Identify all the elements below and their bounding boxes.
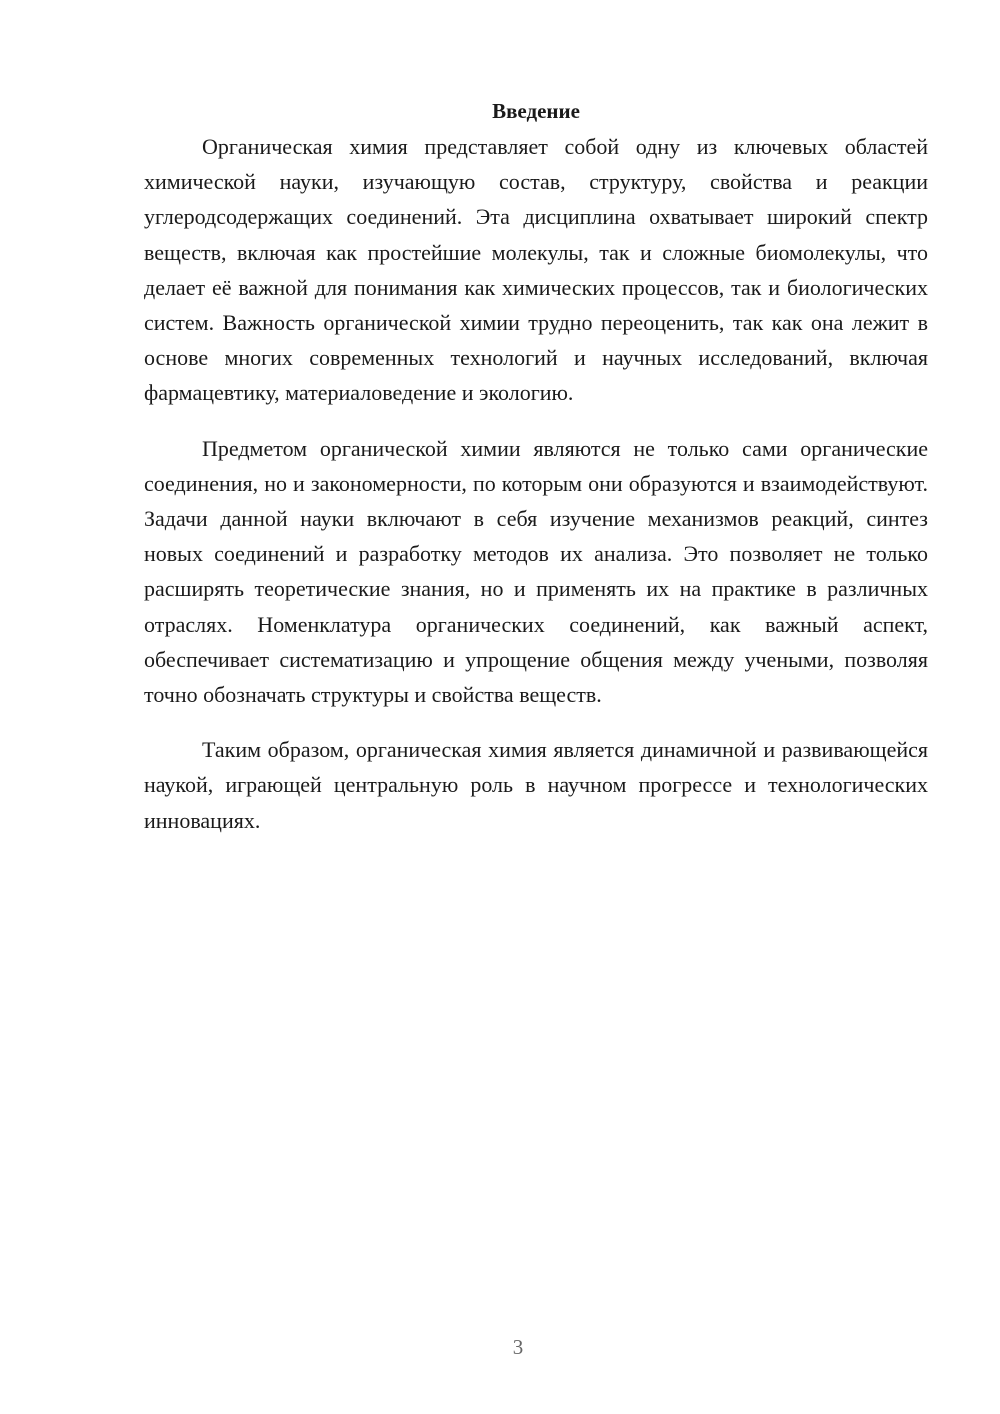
page-number: 3	[512, 1335, 524, 1359]
body-text	[144, 129, 928, 838]
paragraph-1: Органическая химия представляет собой одну из ключевых областей химической науки, изучающую состав, структуру, свойства и реакции углеродсодержащих соединений. Эта дисциплина охватывает широкий спектр веществ, включая как простейшие молекулы, так и сложные биомолекулы, что делает её важной для понимания как химических процессов, так и биологических систем. Важность органической химии трудно переоценить, так как она лежит в основе многих современных технологий и научных исследований, включая фармацевтику, материаловедение и экологию.	[144, 134, 928, 406]
section-heading: Введение	[492, 99, 580, 123]
page-content	[144, 94, 928, 838]
paragraph-3: Таким образом, органическая химия является динамичной и развивающейся наукой, играющей центральную роль в научном прогрессе и технологических инновациях.	[144, 737, 928, 833]
paragraph-2: Предметом органической химии являются не только сами органические соединения, но и закономерности, по которым они образуются и взаимодействуют. Задачи данной науки включают в себя изучение механизмов реакций, синтез новых соединений и разработку методов их анализа. Это позволяет не только расширять теоретические знания, но и применять их на практике в различных отраслях. Номенклатура органических соединений, как важный аспект, обеспечивает систематизацию и упрощение общения между учеными, позволяя точно обозначать структуры и свойства веществ.	[144, 435, 928, 708]
